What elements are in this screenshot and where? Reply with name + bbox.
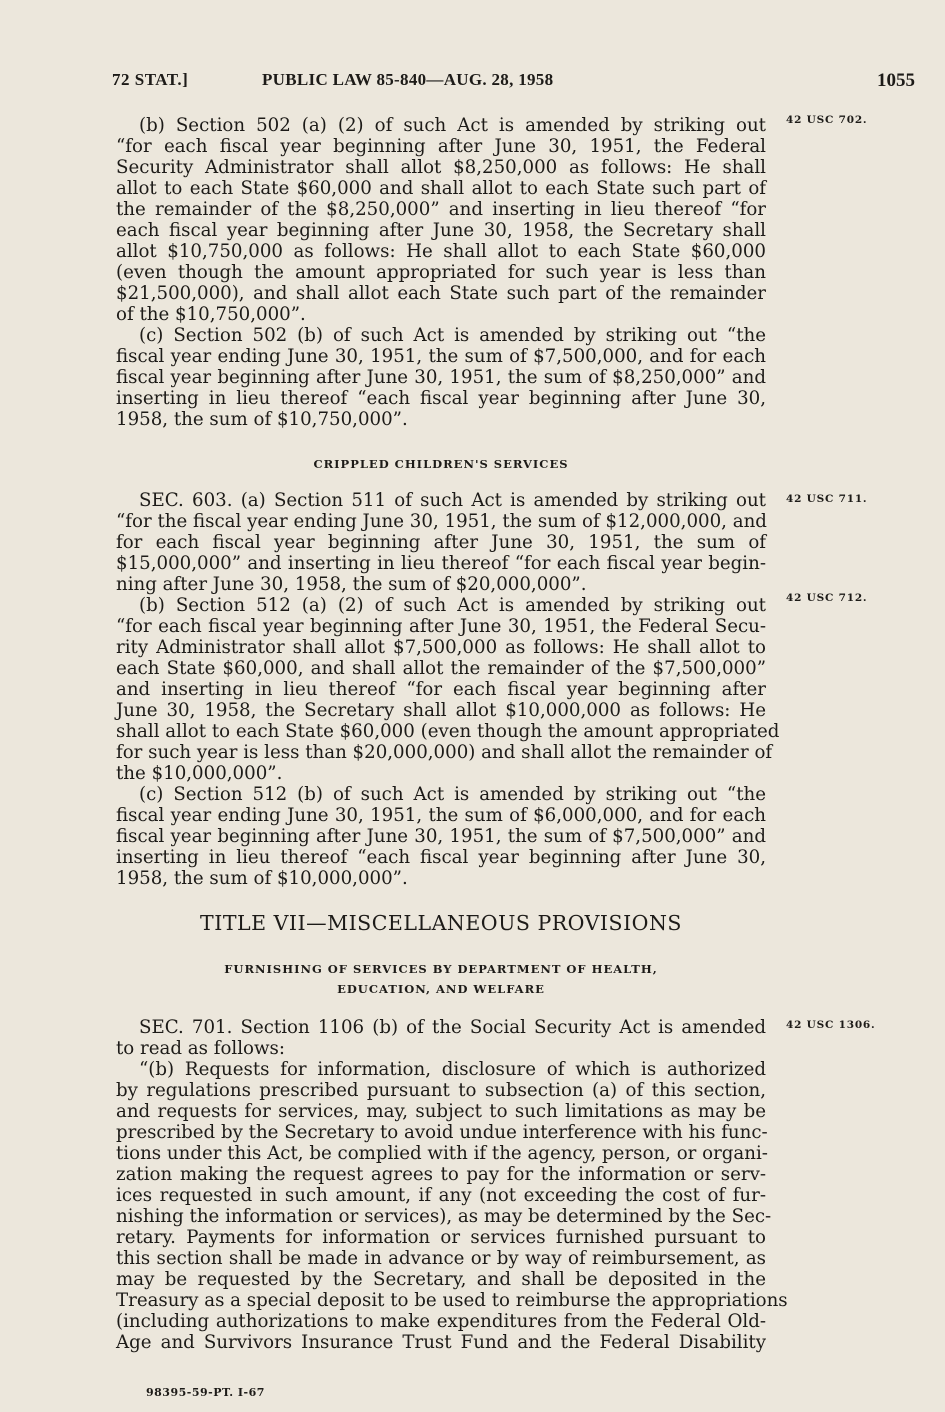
text-line: the remainder of the $8,250,000” and inserting in lieu thereof “for: [116, 199, 766, 220]
text-line: (including authorizations to make expenditures from the Federal Old-: [116, 1311, 766, 1332]
text-line: fiscal year ending June 30, 1951, the sum of $7,500,000, and for each: [116, 346, 766, 367]
text-line: ices requested in such amount, if any (not exceeding the cost of fur-: [116, 1185, 766, 1206]
text-line: (c) Section 512 (b) of such Act is amended by striking out “the: [139, 784, 766, 805]
text-line: June 30, 1958, the Secretary shall allot $10,000,000 as follows: He: [116, 700, 766, 721]
text-line: “for the fiscal year ending June 30, 1951, the sum of $12,000,000, and: [116, 511, 767, 532]
text-line: of the $10,750,000”.: [116, 304, 306, 325]
header-public-law: PUBLIC LAW 85-840—AUG. 28, 1958: [262, 70, 554, 89]
text-line: allot to each State $60,000 and shall allot to each State such part of: [116, 178, 766, 199]
text-line: SEC. 603. (a) Section 511 of such Act is amended by striking out: [139, 490, 766, 511]
text-line: rity Administrator shall allot $7,500,000 as follows: He shall allot to: [116, 637, 766, 658]
text-line: fiscal year beginning after June 30, 1951, the sum of $7,500,000” and: [116, 826, 766, 847]
text-line: fiscal year beginning after June 30, 1951, the sum of $8,250,000” and: [116, 367, 766, 388]
text-line: for such year is less than $20,000,000) and shall allot the remainder of: [116, 742, 773, 763]
section-heading-furnishing-line-1: FURNISHING OF SERVICES BY DEPARTMENT OF HEALTH,: [224, 962, 658, 976]
text-line: to read as follows:: [116, 1038, 286, 1059]
text-line: this section shall be made in advance or by way of reimbursement, as: [116, 1248, 766, 1269]
text-line: and inserting in lieu thereof “for each fiscal year beginning after: [116, 679, 766, 700]
text-line: (c) Section 502 (b) of such Act is amended by striking out “the: [139, 325, 766, 346]
text-line: prescribed by the Secretary to avoid undue interference with his func-: [116, 1122, 768, 1143]
text-line: (even though the amount appropriated for such year is less than: [116, 262, 766, 283]
margin-note: 42 USC 711.: [786, 493, 868, 505]
text-line: $15,000,000” and inserting in lieu thereof “for each fiscal year begin-: [116, 553, 766, 574]
text-line: (b) Section 512 (a) (2) of such Act is amended by striking out: [139, 595, 766, 616]
text-line: allot $10,750,000 as follows: He shall allot to each State $60,000: [116, 241, 766, 262]
text-line: “for each fiscal year beginning after June 30, 1951, the Federal Secu-: [116, 616, 766, 637]
text-line: zation making the request agrees to pay for the information or serv-: [116, 1164, 766, 1185]
text-line: may be requested by the Secretary, and shall be deposited in the: [116, 1269, 766, 1290]
text-line: the $10,000,000”.: [116, 763, 283, 784]
text-line: Security Administrator shall allot $8,250,000 as follows: He shall: [116, 157, 766, 178]
margin-note: 42 USC 1306.: [786, 1019, 876, 1031]
title-vii-heading: TITLE VII—MISCELLANEOUS PROVISIONS: [200, 911, 682, 935]
printing-footer: 98395-59-PT. I-67: [146, 1386, 265, 1399]
text-line: shall allot to each State $60,000 (even though the amount appropriated: [116, 721, 780, 742]
text-line: 1958, the sum of $10,000,000”.: [116, 868, 408, 889]
text-line: inserting in lieu thereof “each fiscal year beginning after June 30,: [116, 847, 766, 868]
text-line: “(b) Requests for information, disclosure of which is authorized: [139, 1059, 766, 1080]
text-line: and requests for services, may, subject to such limitations as may be: [116, 1101, 766, 1122]
section-heading-furnishing-line-2: EDUCATION, AND WELFARE: [337, 982, 545, 996]
text-line: fiscal year ending June 30, 1951, the sum of $6,000,000, and for each: [116, 805, 766, 826]
margin-note: 42 USC 702.: [786, 114, 868, 126]
text-line: nishing the information or services), as may be determined by the Sec-: [116, 1206, 772, 1227]
text-line: for each fiscal year beginning after June 30, 1951, the sum of: [116, 532, 766, 553]
text-line: ning after June 30, 1958, the sum of $20,000,000”.: [116, 574, 587, 595]
section-heading-crippled-children: CRIPPLED CHILDREN'S SERVICES: [313, 457, 569, 471]
text-line: 1958, the sum of $10,750,000”.: [116, 409, 408, 430]
header-statute-volume: 72 STAT.]: [112, 70, 189, 89]
margin-note: 42 USC 712.: [786, 592, 868, 604]
page-number: 1055: [877, 70, 915, 91]
text-line: Treasury as a special deposit to be used to reimburse the appropriations: [116, 1290, 788, 1311]
text-line: tions under this Act, be complied with if the agency, person, or organi-: [116, 1143, 768, 1164]
text-line: each fiscal year beginning after June 30, 1958, the Secretary shall: [116, 220, 766, 241]
text-line: “for each fiscal year beginning after June 30, 1951, the Federal: [116, 136, 766, 157]
text-line: (b) Section 502 (a) (2) of such Act is amended by striking out: [139, 115, 766, 136]
text-line: by regulations prescribed pursuant to subsection (a) of this section,: [116, 1080, 766, 1101]
text-line: Age and Survivors Insurance Trust Fund and the Federal Disability: [116, 1332, 766, 1353]
text-line: inserting in lieu thereof “each fiscal year beginning after June 30,: [116, 388, 766, 409]
text-line: SEC. 701. Section 1106 (b) of the Social Security Act is amended: [139, 1017, 766, 1038]
text-line: retary. Payments for information or services furnished pursuant to: [116, 1227, 766, 1248]
text-line: $21,500,000), and shall allot each State such part of the remainder: [116, 283, 766, 304]
text-line: each State $60,000, and shall allot the remainder of the $7,500,000”: [116, 658, 766, 679]
